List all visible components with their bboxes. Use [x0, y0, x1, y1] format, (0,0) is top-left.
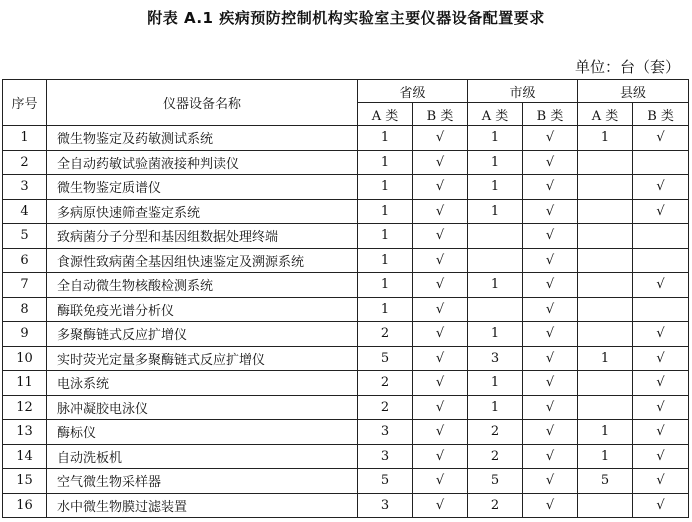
cell-city-b: √ — [523, 395, 578, 420]
cell-name: 致病菌分子分型和基因组数据处理终端 — [47, 224, 358, 249]
cell-city-a: 1 — [468, 371, 523, 396]
table-row — [3, 126, 689, 151]
cell-city-a — [468, 297, 523, 322]
table-row — [3, 224, 689, 249]
cell-county-a — [578, 322, 633, 347]
header-name: 仪器设备名称 — [47, 80, 358, 126]
cell-city-a: 1 — [468, 395, 523, 420]
header-province-b: B 类 — [413, 103, 468, 126]
cell-county-b: √ — [633, 493, 689, 518]
cell-province-a: 1 — [358, 273, 413, 298]
cell-province-a: 1 — [358, 199, 413, 224]
cell-name: 微生物鉴定及药敏测试系统 — [47, 126, 358, 151]
cell-province-b: √ — [413, 224, 468, 249]
header-province: 省级 — [358, 80, 468, 103]
cell-province-b: √ — [413, 420, 468, 445]
cell-county-b: √ — [633, 420, 689, 445]
cell-province-b: √ — [413, 199, 468, 224]
cell-city-b: √ — [523, 444, 578, 469]
header-province-a: A 类 — [358, 103, 413, 126]
cell-name: 多聚酶链式反应扩增仪 — [47, 322, 358, 347]
cell-seq: 4 — [3, 199, 47, 224]
cell-name: 电泳系统 — [47, 371, 358, 396]
cell-city-b: √ — [523, 322, 578, 347]
table-title: 附表 A.1 疾病预防控制机构实验室主要仪器设备配置要求 — [147, 9, 545, 27]
cell-city-a: 1 — [468, 175, 523, 200]
cell-name: 微生物鉴定质谱仪 — [47, 175, 358, 200]
cell-province-b: √ — [413, 273, 468, 298]
table-body — [3, 126, 689, 518]
table-row — [3, 395, 689, 420]
table-row — [3, 420, 689, 445]
cell-province-b: √ — [413, 322, 468, 347]
header-county-b: B 类 — [633, 103, 689, 126]
cell-name: 全自动微生物核酸检测系统 — [47, 273, 358, 298]
cell-city-b: √ — [523, 248, 578, 273]
cell-county-a — [578, 175, 633, 200]
cell-county-b: √ — [633, 199, 689, 224]
cell-seq: 9 — [3, 322, 47, 347]
cell-city-a: 1 — [468, 273, 523, 298]
cell-city-b: √ — [523, 150, 578, 175]
table-row — [3, 248, 689, 273]
cell-seq: 13 — [3, 420, 47, 445]
cell-seq: 6 — [3, 248, 47, 273]
cell-county-a — [578, 150, 633, 175]
cell-province-b: √ — [413, 126, 468, 151]
cell-seq: 5 — [3, 224, 47, 249]
cell-province-a: 3 — [358, 444, 413, 469]
cell-county-a — [578, 199, 633, 224]
cell-city-a — [468, 224, 523, 249]
cell-county-b — [633, 150, 689, 175]
cell-city-b: √ — [523, 199, 578, 224]
cell-name: 全自动药敏试验菌液接种判读仪 — [47, 150, 358, 175]
cell-city-a: 5 — [468, 469, 523, 494]
cell-province-b: √ — [413, 150, 468, 175]
cell-province-b: √ — [413, 493, 468, 518]
cell-province-b: √ — [413, 444, 468, 469]
header-city: 市级 — [468, 80, 578, 103]
cell-city-a: 1 — [468, 322, 523, 347]
table-row — [3, 297, 689, 322]
cell-county-b: √ — [633, 444, 689, 469]
cell-city-b: √ — [523, 126, 578, 151]
table-row — [3, 150, 689, 175]
cell-name: 自动洗板机 — [47, 444, 358, 469]
cell-county-b: √ — [633, 395, 689, 420]
cell-county-a: 1 — [578, 420, 633, 445]
cell-city-b: √ — [523, 493, 578, 518]
cell-county-b: √ — [633, 273, 689, 298]
cell-city-a: 1 — [468, 150, 523, 175]
cell-county-a — [578, 248, 633, 273]
cell-city-b: √ — [523, 273, 578, 298]
cell-county-a: 1 — [578, 346, 633, 371]
cell-name: 空气微生物采样器 — [47, 469, 358, 494]
cell-city-b: √ — [523, 175, 578, 200]
cell-province-b: √ — [413, 346, 468, 371]
cell-city-a: 2 — [468, 444, 523, 469]
cell-province-a: 1 — [358, 126, 413, 151]
table-row — [3, 199, 689, 224]
cell-province-a: 2 — [358, 322, 413, 347]
cell-province-a: 1 — [358, 248, 413, 273]
cell-city-a: 1 — [468, 199, 523, 224]
unit-label: 单位：台（套） — [574, 58, 680, 76]
cell-city-a: 2 — [468, 420, 523, 445]
cell-seq: 7 — [3, 273, 47, 298]
cell-province-a: 1 — [358, 224, 413, 249]
cell-province-a: 5 — [358, 469, 413, 494]
cell-city-b: √ — [523, 469, 578, 494]
cell-county-a — [578, 371, 633, 396]
cell-county-b: √ — [633, 322, 689, 347]
cell-province-a: 2 — [358, 371, 413, 396]
cell-province-b: √ — [413, 297, 468, 322]
cell-seq: 15 — [3, 469, 47, 494]
table-row — [3, 322, 689, 347]
cell-county-a — [578, 493, 633, 518]
cell-city-a: 3 — [468, 346, 523, 371]
cell-county-b — [633, 297, 689, 322]
cell-county-a — [578, 273, 633, 298]
cell-city-b: √ — [523, 297, 578, 322]
cell-seq: 14 — [3, 444, 47, 469]
cell-county-b — [633, 224, 689, 249]
cell-county-a — [578, 297, 633, 322]
cell-seq: 11 — [3, 371, 47, 396]
cell-province-a: 1 — [358, 297, 413, 322]
cell-province-b: √ — [413, 395, 468, 420]
header-county: 县级 — [578, 80, 689, 103]
cell-county-a — [578, 224, 633, 249]
header-seq: 序号 — [3, 80, 47, 126]
cell-county-a: 5 — [578, 469, 633, 494]
header-city-b: B 类 — [523, 103, 578, 126]
table-row — [3, 371, 689, 396]
cell-county-b — [633, 248, 689, 273]
cell-province-b: √ — [413, 469, 468, 494]
cell-city-a: 1 — [468, 126, 523, 151]
table-row — [3, 346, 689, 371]
cell-seq: 12 — [3, 395, 47, 420]
cell-city-b: √ — [523, 224, 578, 249]
cell-seq: 2 — [3, 150, 47, 175]
cell-province-a: 1 — [358, 175, 413, 200]
cell-county-a — [578, 395, 633, 420]
table-row — [3, 273, 689, 298]
cell-name: 多病原快速筛查鉴定系统 — [47, 199, 358, 224]
cell-name: 酶联免疫光谱分析仪 — [47, 297, 358, 322]
cell-city-a: 2 — [468, 493, 523, 518]
cell-county-a: 1 — [578, 444, 633, 469]
cell-city-a — [468, 248, 523, 273]
cell-county-b: √ — [633, 469, 689, 494]
table-row — [3, 175, 689, 200]
cell-province-b: √ — [413, 371, 468, 396]
cell-seq: 8 — [3, 297, 47, 322]
cell-seq: 10 — [3, 346, 47, 371]
equipment-table — [2, 79, 689, 518]
header-city-a: A 类 — [468, 103, 523, 126]
cell-name: 食源性致病菌全基因组快速鉴定及溯源系统 — [47, 248, 358, 273]
table-row — [3, 444, 689, 469]
header-county-a: A 类 — [578, 103, 633, 126]
cell-city-b: √ — [523, 371, 578, 396]
cell-province-a: 3 — [358, 420, 413, 445]
cell-province-a: 3 — [358, 493, 413, 518]
cell-province-b: √ — [413, 248, 468, 273]
cell-city-b: √ — [523, 420, 578, 445]
cell-county-b: √ — [633, 175, 689, 200]
cell-province-a: 1 — [358, 150, 413, 175]
cell-county-b: √ — [633, 126, 689, 151]
cell-name: 水中微生物膜过滤装置 — [47, 493, 358, 518]
cell-province-a: 2 — [358, 395, 413, 420]
cell-county-b: √ — [633, 346, 689, 371]
table-row — [3, 469, 689, 494]
cell-seq: 16 — [3, 493, 47, 518]
cell-county-a: 1 — [578, 126, 633, 151]
cell-name: 实时荧光定量多聚酶链式反应扩增仪 — [47, 346, 358, 371]
cell-province-b: √ — [413, 175, 468, 200]
cell-name: 酶标仪 — [47, 420, 358, 445]
cell-seq: 1 — [3, 126, 47, 151]
cell-name: 脉冲凝胶电泳仪 — [47, 395, 358, 420]
cell-province-a: 5 — [358, 346, 413, 371]
cell-county-b: √ — [633, 371, 689, 396]
table-row — [3, 493, 689, 518]
cell-city-b: √ — [523, 346, 578, 371]
cell-seq: 3 — [3, 175, 47, 200]
